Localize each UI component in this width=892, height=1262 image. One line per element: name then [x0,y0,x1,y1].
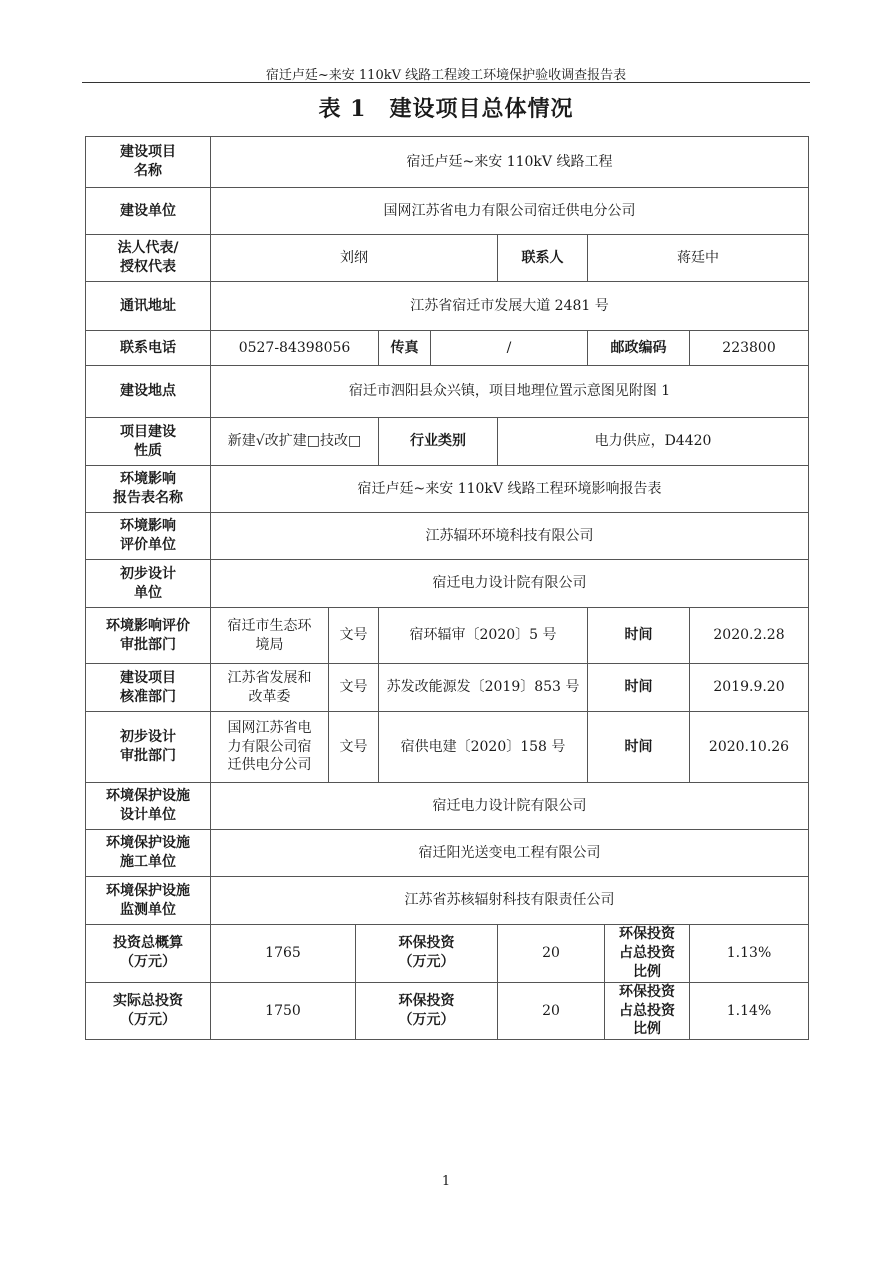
postcode-value: 223800 [690,331,809,366]
project-approval-time-label: 时间 [588,664,690,712]
industry-label: 行业类别 [379,418,498,466]
contact-value: 蒋廷中 [588,235,809,282]
env-monitor-unit-label: 环境保护设施 监测单位 [86,877,211,925]
table-row [86,466,809,513]
project-approval-doc-label: 文号 [329,664,379,712]
table-row [86,188,809,235]
env-design-unit-label: 环境保护设施 设计单位 [86,783,211,830]
table-row [86,830,809,877]
table-row [86,282,809,331]
env-construction-unit-value: 宿迁阳光送变电工程有限公司 [211,830,809,877]
eia-approval-time-label: 时间 [588,608,690,664]
table-row [86,712,809,783]
eia-unit-label: 环境影响 评价单位 [86,513,211,560]
actual-value: 1750 [211,982,356,1040]
table-row [86,608,809,664]
design-approval-time: 2020.10.26 [690,712,809,783]
design-approval-doc: 宿供电建〔2020〕158 号 [379,712,588,783]
budget-env-label: 环保投资 （万元） [356,925,498,983]
eia-report-name-value: 宿迁卢廷~来安 110kV 线路工程环境影响报告表 [211,466,809,513]
header-rule [82,82,810,83]
table-row [86,366,809,418]
fax-label: 传真 [379,331,431,366]
design-approval-dept: 国网江苏省电 力有限公司宿 迁供电分公司 [211,712,329,783]
table-row [86,418,809,466]
env-design-unit-value: 宿迁电力设计院有限公司 [211,783,809,830]
postcode-label: 邮政编码 [588,331,690,366]
budget-ratio-value: 1.13% [690,925,809,983]
legal-rep-label: 法人代表/ 授权代表 [86,235,211,282]
eia-approval-doc: 宿环辐审〔2020〕5 号 [379,608,588,664]
actual-label: 实际总投资 （万元） [86,982,211,1040]
actual-env-label: 环保投资 （万元） [356,982,498,1040]
address-label: 通讯地址 [86,282,211,331]
table-row [86,513,809,560]
eia-report-name-label: 环境影响 报告表名称 [86,466,211,513]
table-row [86,235,809,282]
table-row [86,877,809,925]
nature-label: 项目建设 性质 [86,418,211,466]
location-label: 建设地点 [86,366,211,418]
design-approval-time-label: 时间 [588,712,690,783]
table-row [86,925,809,983]
builder-value: 国网江苏省电力有限公司宿迁供电分公司 [211,188,809,235]
contact-label: 联系人 [498,235,588,282]
industry-value: 电力供应，D4420 [498,418,809,466]
fax-value: / [431,331,588,366]
actual-ratio-label: 环保投资 占总投资 比例 [605,982,690,1040]
table-row [86,137,809,188]
running-header: 宿迁卢廷~来安 110kV 线路工程竣工环境保护验收调查报告表 [265,68,627,83]
table-row [86,560,809,608]
phone-value: 0527-84398056 [211,331,379,366]
env-construction-unit-label: 环境保护设施 施工单位 [86,830,211,877]
page-number: 1 [441,1174,451,1189]
project-approval-label: 建设项目 核准部门 [86,664,211,712]
eia-approval-doc-label: 文号 [329,608,379,664]
eia-approval-label: 环境影响评价 审批部门 [86,608,211,664]
project-approval-dept: 江苏省发展和 改革委 [211,664,329,712]
legal-rep-value: 刘纲 [211,235,498,282]
nature-value: 新建√改扩建□技改□ [211,418,379,466]
project-approval-doc: 苏发改能源发〔2019〕853 号 [379,664,588,712]
phone-label: 联系电话 [86,331,211,366]
design-approval-label: 初步设计 审批部门 [86,712,211,783]
table-row [86,331,809,366]
page-title: 表 1 建设项目总体情况 [318,96,574,122]
table-row [86,664,809,712]
location-value: 宿迁市泗阳县众兴镇，项目地理位置示意图见附图 1 [211,366,809,418]
prelim-design-unit-value: 宿迁电力设计院有限公司 [211,560,809,608]
address-value: 江苏省宿迁市发展大道 2481 号 [211,282,809,331]
table-row [86,982,809,1040]
project-approval-time: 2019.9.20 [690,664,809,712]
budget-ratio-label: 环保投资 占总投资 比例 [605,925,690,983]
table-row [86,783,809,830]
project-overview-table [85,136,809,1040]
budget-env-value: 20 [498,925,605,983]
actual-env-value: 20 [498,982,605,1040]
budget-label: 投资总概算 （万元） [86,925,211,983]
budget-value: 1765 [211,925,356,983]
actual-ratio-value: 1.14% [690,982,809,1040]
eia-approval-time: 2020.2.28 [690,608,809,664]
env-monitor-unit-value: 江苏省苏核辐射科技有限责任公司 [211,877,809,925]
eia-approval-dept: 宿迁市生态环 境局 [211,608,329,664]
design-approval-doc-label: 文号 [329,712,379,783]
project-name-value: 宿迁卢廷~来安 110kV 线路工程 [211,137,809,188]
eia-unit-value: 江苏辐环环境科技有限公司 [211,513,809,560]
project-name-label: 建设项目 名称 [86,137,211,188]
prelim-design-unit-label: 初步设计 单位 [86,560,211,608]
builder-label: 建设单位 [86,188,211,235]
